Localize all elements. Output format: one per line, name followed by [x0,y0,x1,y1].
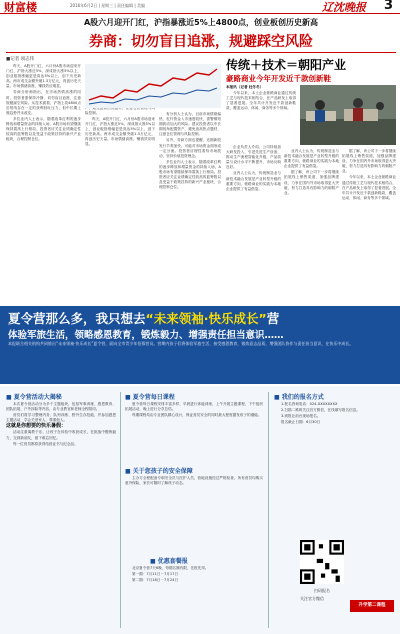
factory-photo [300,85,396,145]
lower-paragraph: 第一期：7月11日－7月17日 [132,572,179,577]
banner-title-a: 夏令营那么多，我只想去 [8,311,146,326]
qr-block [300,540,344,594]
column-divider [120,392,121,628]
market-photo [85,64,221,108]
headline-kicker: A股六月迎开门红，沪指暴涨近5%上4800点，创业板创历史新高 [83,18,319,27]
qr-code-icon[interactable] [300,540,344,584]
side-byline: 本报讯（记者 杜冬冬） [226,85,264,89]
side-paragraph: 企业负责人介绍，公司持续加大研发投入，引进先进生产设备，推动生产流程智能化升级，产品质量与设计水平不断提升，市场反响良好。 [226,145,281,170]
qr-caption: 关注官方微信 [300,596,324,601]
main-byline: ■记者 项志伟 [6,57,35,62]
headline-rule [6,52,396,53]
lower-paragraph: 夏令营每日课程安排丰富多样，早晨进行体能训练，上午开展主题课程，下午组织拓展活动，晚上进行分享总结。 [125,402,263,412]
side-paragraph: 业内人士认为，传统制造业与新技术融合发展是产业转型升级的重要方向，豪路商业的实践为本地企业提供了有益借鉴。 [226,171,281,191]
article-paragraph: 有分析人士认为，目前市场情绪偏热，杠杆资金入市速度较快，需警惕短期波动加大的风险。建议投资者以中长期视角配置资产，避免追高热点题材，注意仓位管理与风险控制。 [159,112,221,137]
banner-title-highlight: “未来领袖·快乐成长” [145,311,267,326]
side-paragraph: 据了解，该公司下一步将继续拓展线上销售渠道，加强品牌建设，力争在国内外市场取得更大突破，努力打造具有影响力的朝阳产业。 [284,170,339,195]
side-paragraph: 今年以来，本土企业豪路商业通过传统工艺与现代技术相结合，在产品研发上取得了显著进展。全年共计开发近千款创新鞋款，覆盖运动、休闲、商务等多个领域。 [226,91,296,111]
discount-heading: ■ 优惠套餐报 [150,556,188,565]
lower-paragraph: 第二期：7月18日－7月24日 [132,578,179,583]
side-article-title: 传统＋技术＝朝阳产业 [226,58,347,72]
promo-redbox: 升学第二课程 [350,600,394,612]
lower-paragraph: 1.报名咨询电话：024-XXXXXXXX [281,402,338,406]
banner-lead: 本报联合相关机构共同推出“未来领袖·快乐成长”夏令营，面向全市青少年招募营员。营期内孩子们将体验军旅生活，接受感恩教育，锻炼意志品质，增强团队协作与责任担当意识，在快乐中成长。 [8,341,354,346]
lower-paragraph: 每期课程均由专业团队精心设计，保证营员安全的同时最大程度激发孩子的潜能。 [132,413,262,418]
lower-paragraph: 营员们将学习整理内务、队列训练、野外生存技能，并参加感恩主题活动，学会关爱家人、尊重他人。 [6,413,116,423]
workshop-photo-illustration [300,85,396,145]
summer-camp-banner [0,306,400,384]
article-paragraph: 险控制。 [85,110,100,115]
lower-paragraph: 每一位营员都将获得结营证书与纪念品。 [13,441,78,446]
side-paragraph: 业内人士认为，传统制造业与新技术融合发展是产业转型升级的重要方向，豪路商业的实践为本地企业提供了有益借鉴。 [284,149,339,169]
lower-paragraph: 本次夏令营活动分为多个主题板块，包括军事训练、感恩教育、团队拓展、户外探险等内容，由专业教官和老师全程陪同。 [6,402,116,412]
safety-heading: ■ 关于您孩子的安全保障 [125,466,193,475]
lower-paragraph: 主办方全程配备专职安全员与医护人员，营地设施经过严格检查，所有营员均购买意外保险，家长可随时了解孩子动态。 [125,476,263,486]
qr-label: 扫码报名 [314,588,330,593]
side-article-col1 [226,145,281,303]
safety-text [125,476,263,536]
lower-paragraph: 活动注重寓教于乐，让孩子在体验中收获成长，在挑战中锻炼毅力，交到新朋友，留下难忘回忆。 [6,430,116,440]
side-article-col1-top [226,85,296,143]
main-article-col1 [6,64,81,302]
banner-subtitle: 体验军旅生活，领略感恩教育，锻炼毅力、增强责任担当意识…… [8,330,284,341]
section-name: 财富楼 [4,1,37,14]
article-paragraph: 多位业内人士表示，随着改革红利的逐步释放和增量资金的持续入场，A股市场有望继续保持震荡上行格局。投资者应关注业绩确定性较高的蓝筹股以及受益于政策扶持的新兴产业板块，合理控制仓位。 [159,159,221,190]
date-line: 2016年6月2日 | 星期三 | 责任编辑 | 美编 [70,3,145,8]
side-article-col3 [342,149,396,303]
article-paragraph: 另外，券商方面也提醒，近期新股发行节奏加快，可能对市场资金面形成一定分流。投资者应理性看待市场波动，坚持价值投资理念。 [159,138,221,158]
registration-text [274,402,394,532]
lower-paragraph: 2.扫描二维码关注官方微信，在线填写报名信息。 [281,408,360,413]
lower-paragraph: 北京夏令营7天6晚，每期名额有限，先报先得。 [132,566,209,570]
side-article-col2 [284,149,339,303]
side-paragraph: 今年以来，本土企业豪路商业通过传统工艺与现代技术相结合，在产品研发上取得了显著进展。全年共计开发近千款创新鞋款，覆盖运动、休闲、商务等多个领域。 [342,175,396,200]
side-article-subtitle: 豪路商业今年开发近千款创新鞋 [226,74,331,83]
article-paragraph: 昨天，A股开门红，六月份A股市场迎来开门红，沪指大涨近5%，深成指大涨5%以上，创业板指涨幅更是高达5%以上，创下历史新高。两市成交金额突破1.3万亿元，再创历史天量。市场情绪高涨，赚钱效应明显。 [6,64,81,89]
banner-title [8,309,279,327]
daily-schedule-text [125,402,263,462]
registration-heading: ■ 我们的报名方式 [274,392,324,401]
newspaper-brand: 辽沈晚报 [322,1,366,14]
main-headline: 券商：切勿盲目追涨，规避踩空风险 [89,34,313,50]
daily-schedule-heading: ■ 夏令营每日课程 [125,392,175,401]
article-paragraph: 昨天，A股开门红，六月份A股市场迎来开门红，沪指大涨近5%，深成指大涨5%以上，创业板指涨幅更是高达5%以上，创下历史新高。两市成交金额突破1.3万亿元，再创历史天量。市场情绪高涨，赚钱效应明显。 [85,116,155,147]
lower-subtitle: 这就是你想要的快乐暑假： [6,423,67,430]
camp-activities-text [6,402,116,630]
main-article-col3 [159,112,221,302]
lower-paragraph: 3.到报社前台现场报名。 [281,414,321,419]
lower-paragraph: 报名截止日期：6月30日 [281,420,321,425]
side-paragraph: 据了解，该公司下一步将继续拓展线上销售渠道，加强品牌建设，力争在国内外市场取得更大突破，努力打造具有影响力的朝阳产业。 [342,149,396,174]
page-header [0,0,400,14]
discount-text [125,566,263,630]
article-paragraph: 券商分析师指出，在市场热情高涨的同时，投资者需保持冷静，切勿盲目追涨，注意规避踩空风险。从技术面看，沪指上攻4800点后短线存在一定的获利回吐压力，但中长期上涨趋势并未改变。 [6,90,81,115]
stock-chart-illustration [85,64,221,108]
column-divider [268,392,269,628]
banner-title-b: 营 [266,311,280,326]
article-paragraph: 多位业内人士表示，随着改革红利的逐步释放和增量资金的持续入场，A股市场有望继续保持震荡上行格局。投资者应关注业绩确定性较高的蓝筹股以及受益于政策扶持的新兴产业板块，合理控制仓位。 [6,116,81,142]
page-number: 3 [384,0,394,13]
camp-activities-heading: ■ 夏令营活动大揭秘 [6,392,62,401]
